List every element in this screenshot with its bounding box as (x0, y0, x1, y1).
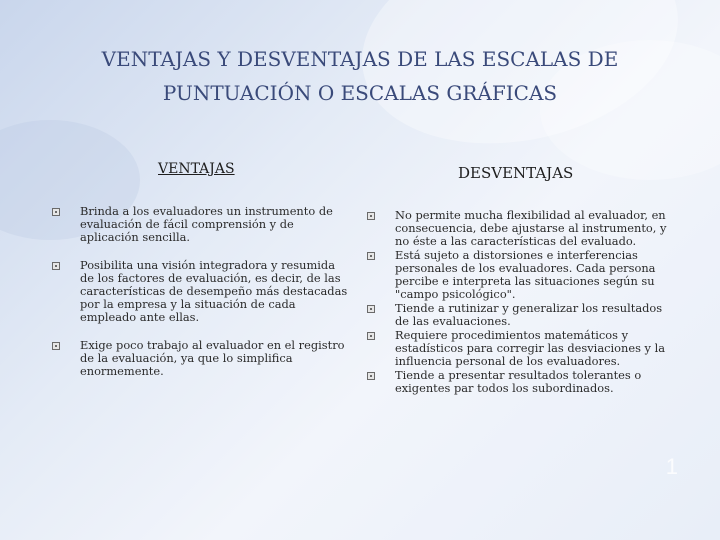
list-item (367, 302, 667, 328)
item-text: Requiere procedimientos matemáticos y estadísticos para corregir las desviaciones y la influencia personal de los evaluadores. (395, 328, 666, 368)
item-text: Posibilita una visión integradora y resumida de los factores de evaluación, es decir, de las características de desempeño más destacadas por la empresa y la situación de cada empleado ante ellas. (80, 258, 348, 324)
bullet-icon (367, 212, 375, 220)
list-item (367, 329, 667, 368)
bullet-icon (367, 372, 375, 380)
slide-number: 1 (665, 454, 678, 479)
list-item (52, 205, 352, 244)
list-item (367, 249, 667, 301)
item-text: Tiende a presentar resultados tolerantes o exigentes par todos los subordinados. (395, 368, 642, 395)
list-item (52, 259, 352, 324)
list-item (367, 369, 667, 395)
title-line-1: VENTAJAS Y DESVENTAJAS DE LAS ESCALAS DE (101, 47, 619, 71)
item-text: Tiende a rutinizar y generalizar los resultados de las evaluaciones. (395, 301, 663, 328)
bullet-icon (367, 332, 375, 340)
list-item (367, 209, 667, 248)
item-text: Está sujeto a distorsiones e interferencias personales de los evaluadores. Cada persona percibe e interpreta las situaciones según su "campo psicológico". (395, 248, 656, 301)
item-text: Exige poco trabajo al evaluador en el registro de la evaluación, ya que lo simplifica enormemente. (80, 338, 345, 378)
ventajas-heading: VENTAJAS (158, 161, 235, 177)
item-text: Brinda a los evaluadores un instrumento de evaluación de fácil comprensión y de aplicación sencilla. (80, 204, 333, 244)
title-line-2: PUNTUACIÓN O ESCALAS GRÁFICAS (162, 81, 558, 105)
item-text: No permite mucha flexibilidad al evaluador, en consecuencia, debe ajustarse al instrumento, y no éste a las características del evaluado. (395, 208, 667, 248)
bullet-icon (367, 252, 375, 260)
desventajas-heading: DESVENTAJAS (458, 164, 574, 182)
bullet-icon (52, 208, 60, 216)
bullet-icon (52, 342, 60, 350)
list-item (52, 339, 352, 378)
slide-title (40, 42, 680, 110)
bullet-icon (52, 262, 60, 270)
desventajas-list (367, 209, 667, 396)
ventajas-list (52, 205, 352, 393)
bullet-icon (367, 305, 375, 313)
